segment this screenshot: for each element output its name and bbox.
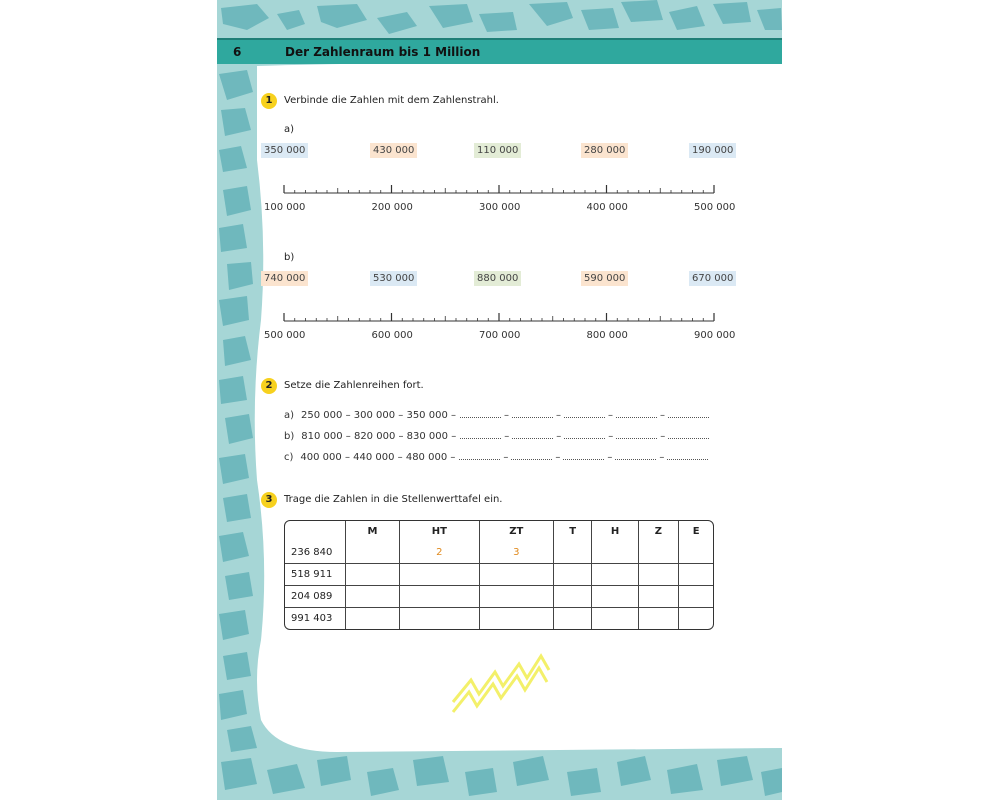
axis-tick-label: 100 000 — [264, 202, 306, 213]
table-row — [285, 608, 713, 629]
place-value-cell[interactable] — [639, 586, 680, 608]
exercise-2-instruction: Setze die Zahlenreihen fort. — [284, 380, 424, 391]
sequence-row — [284, 408, 709, 421]
exercise-3-instruction: Trage die Zahlen in die Stellenwerttafel ein. — [284, 494, 503, 505]
axis-tick-label: 600 000 — [371, 330, 413, 341]
row-number: 204 089 — [285, 586, 346, 608]
exercise-2-badge: 2 — [261, 378, 277, 394]
answer-blank[interactable] — [616, 408, 657, 418]
place-value-cell[interactable] — [400, 608, 480, 629]
column-header: Z — [639, 521, 680, 542]
answer-blank[interactable] — [668, 429, 709, 439]
place-value-cell[interactable] — [679, 564, 713, 586]
place-value-cell[interactable]: 3 — [480, 542, 554, 564]
sequence-start: 400 000 – 440 000 – 480 000 – — [300, 452, 456, 463]
table-corner — [285, 521, 346, 542]
dash: – — [659, 452, 665, 463]
axis-tick-label: 300 000 — [479, 202, 521, 213]
place-value-cell[interactable] — [480, 608, 554, 629]
number-chip[interactable]: 880 000 — [474, 271, 521, 286]
place-value-cell[interactable] — [480, 564, 554, 586]
exercise-1-instruction: Verbinde die Zahlen mit dem Zahlenstrahl. — [284, 95, 499, 106]
place-value-cell[interactable] — [639, 564, 680, 586]
table-row — [285, 542, 713, 564]
answer-blank[interactable] — [460, 429, 501, 439]
answer-blank[interactable] — [667, 450, 708, 460]
column-header: T — [554, 521, 593, 542]
sequence-row — [284, 450, 708, 463]
place-value-cell[interactable] — [639, 542, 680, 564]
axis-tick-label: 900 000 — [694, 330, 736, 341]
number-line-b — [217, 0, 782, 800]
sequence-label: c) — [284, 452, 294, 463]
column-header: H — [592, 521, 638, 542]
place-value-cell[interactable] — [679, 608, 713, 629]
table-row — [285, 564, 713, 586]
row-number: 518 911 — [285, 564, 346, 586]
axis-tick-label: 400 000 — [586, 202, 628, 213]
place-value-cell[interactable] — [480, 586, 554, 608]
sequence-start: 250 000 – 300 000 – 350 000 – — [301, 410, 456, 421]
column-header: ZT — [480, 521, 554, 542]
dash: – — [660, 431, 666, 442]
answer-blank[interactable] — [460, 408, 501, 418]
axis-tick-label: 500 000 — [694, 202, 736, 213]
answer-blank[interactable] — [512, 408, 553, 418]
answer-blank[interactable] — [564, 408, 605, 418]
dash: – — [555, 410, 561, 421]
dash: – — [659, 410, 665, 421]
place-value-cell[interactable] — [346, 608, 400, 629]
row-number: 991 403 — [285, 608, 346, 629]
dash: – — [555, 452, 561, 463]
place-value-cell[interactable] — [592, 608, 638, 629]
page-number: 6 — [233, 45, 242, 59]
sequence-label: b) — [284, 431, 295, 442]
worksheet-page — [217, 0, 782, 800]
number-chip[interactable]: 740 000 — [261, 271, 308, 286]
dash: – — [607, 452, 613, 463]
dash: – — [504, 431, 510, 442]
sequence-row — [284, 429, 709, 442]
answer-blank[interactable] — [459, 450, 500, 460]
dash: – — [608, 431, 614, 442]
column-header: HT — [400, 521, 480, 542]
place-value-table — [284, 520, 714, 630]
place-value-cell[interactable] — [400, 564, 480, 586]
place-value-cell[interactable] — [592, 586, 638, 608]
place-value-cell[interactable] — [554, 564, 593, 586]
exercise-1b-label: b) — [284, 252, 295, 263]
row-number: 236 840 — [285, 542, 346, 564]
number-chip[interactable]: 110 000 — [474, 143, 521, 158]
place-value-cell[interactable] — [554, 586, 593, 608]
sequence-label: a) — [284, 410, 295, 421]
dash: – — [556, 431, 562, 442]
place-value-cell[interactable] — [679, 542, 713, 564]
number-chip[interactable]: 590 000 — [581, 271, 628, 286]
column-header: M — [346, 521, 400, 542]
place-value-cell[interactable] — [592, 542, 638, 564]
axis-tick-label: 500 000 — [264, 330, 306, 341]
exercise-3-badge: 3 — [261, 492, 277, 508]
answer-blank[interactable] — [564, 429, 605, 439]
table-row — [285, 586, 713, 608]
answer-blank[interactable] — [512, 429, 553, 439]
dash: – — [607, 410, 613, 421]
dash: – — [503, 452, 509, 463]
answer-blank[interactable] — [511, 450, 552, 460]
axis-tick-label: 700 000 — [479, 330, 521, 341]
number-chip[interactable]: 350 000 — [261, 143, 308, 158]
axis-tick-label: 800 000 — [586, 330, 628, 341]
number-chip[interactable]: 280 000 — [581, 143, 628, 158]
place-value-cell[interactable] — [400, 586, 480, 608]
exercise-1-badge: 1 — [261, 93, 277, 109]
axis-tick-label: 200 000 — [371, 202, 413, 213]
place-value-cell[interactable]: 2 — [400, 542, 480, 564]
answer-blank[interactable] — [615, 450, 656, 460]
sequence-start: 810 000 – 820 000 – 830 000 – — [301, 431, 457, 442]
answer-blank[interactable] — [616, 429, 657, 439]
place-value-cell[interactable] — [592, 564, 638, 586]
place-value-cell[interactable] — [639, 608, 680, 629]
place-value-cell[interactable] — [554, 608, 593, 629]
number-chip[interactable]: 530 000 — [370, 271, 417, 286]
place-value-cell[interactable] — [346, 542, 400, 564]
number-chip[interactable]: 670 000 — [689, 271, 736, 286]
place-value-cell[interactable] — [679, 586, 713, 608]
dash: – — [503, 410, 509, 421]
number-chip[interactable]: 430 000 — [370, 143, 417, 158]
number-chip[interactable]: 190 000 — [689, 143, 736, 158]
place-value-cell[interactable] — [346, 586, 400, 608]
place-value-header-row — [285, 521, 713, 542]
column-header: E — [692, 526, 700, 537]
place-value-cell[interactable] — [554, 542, 593, 564]
answer-blank[interactable] — [563, 450, 604, 460]
answer-blank[interactable] — [668, 408, 709, 418]
exercise-1a-label: a) — [284, 124, 295, 135]
place-value-cell[interactable] — [346, 564, 400, 586]
page-title: Der Zahlenraum bis 1 Million — [285, 45, 481, 59]
